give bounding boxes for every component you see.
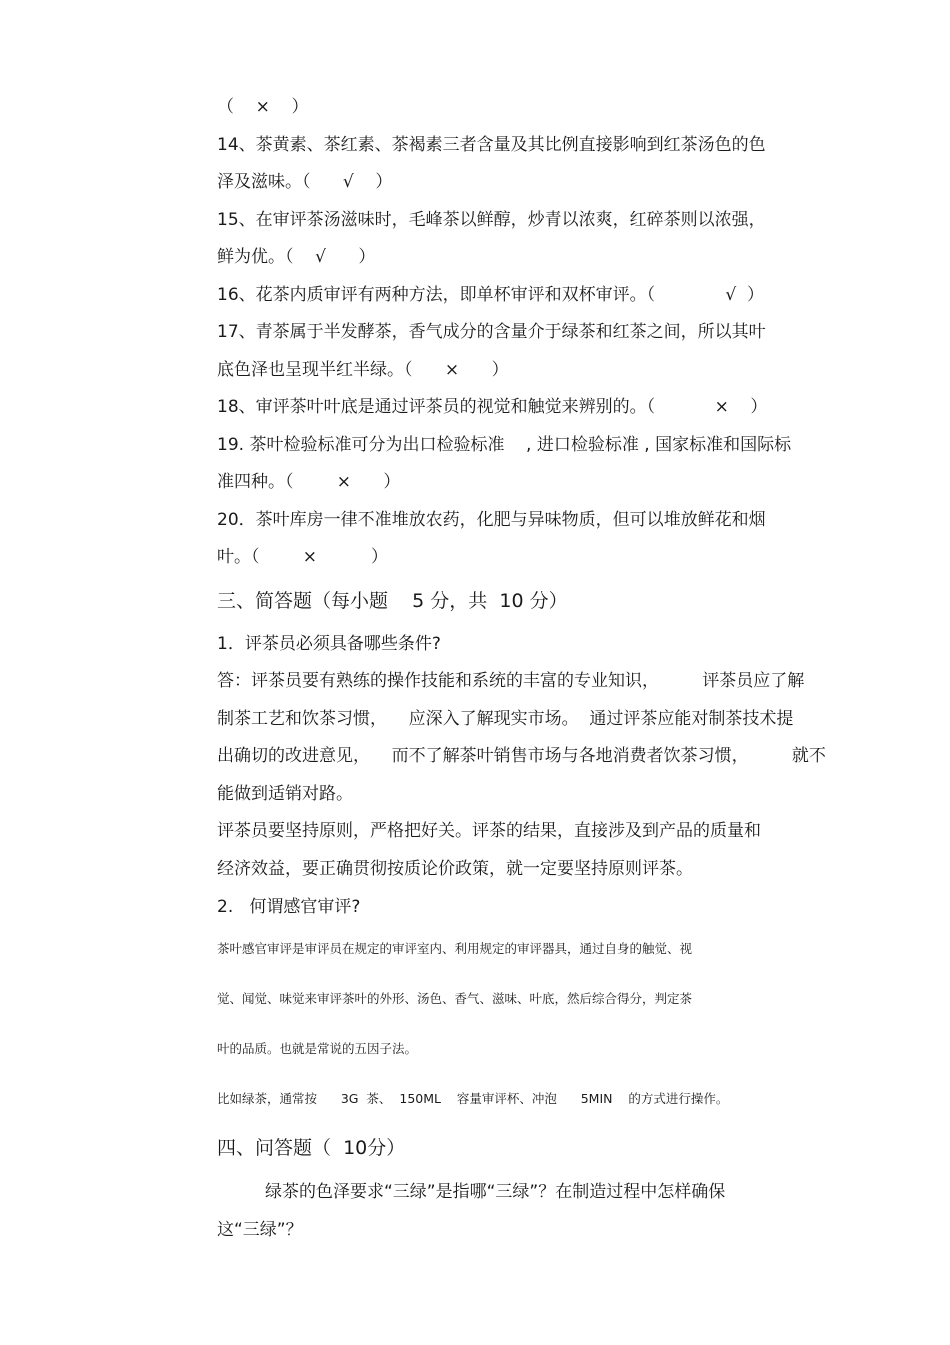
q19-line-2: 准四种。（ × ） [217,472,401,492]
q2-answer-line-3: 叶的品质。也就是常说的五因子法。 [217,1041,418,1056]
q13-answer: （ × ） [217,97,309,117]
q16-line-1: 16、花茶内质审评有两种方法，即单杯审评和双杯审评。（ √ ） [217,285,765,305]
section-heading: 四、问答题（ 10分） [217,1137,406,1159]
q1-answer-line-3: 出确切的改进意见， 而不了解茶叶销售市场与各地消费者饮茶习惯， 就不 [217,746,826,766]
q1-answer-line-6: 经济效益，要正确贯彻按质论价政策，就一定要坚持原则评茶。 [217,859,693,879]
essay-question-line-1: 绿茶的色泽要求“三绿”是指哪“三绿”？在制造过程中怎样确保 [265,1182,726,1202]
q1-answer-line-5: 评茶员要坚持原则，严格把好关。评茶的结果，直接涉及到产品的质量和 [217,821,761,841]
q2-answer-line-2: 觉、闻觉、味觉来审评茶叶的外形、汤色、香气、滋味、叶底，然后综合得分，判定茶 [217,991,693,1006]
q14-line-1: 14、茶黄素、茶红素、茶褐素三者含量及其比例直接影响到红茶汤色的色 [217,135,766,155]
q1-answer-line-1: 答：评茶员要有熟练的操作技能和系统的丰富的专业知识， 评茶员应了解 [217,671,805,691]
q15-line-2: 鲜为优。（ √ ） [217,247,376,267]
q17-line-2: 底色泽也呈现半红半绿。（ × ） [217,360,509,380]
q1-question: 1．评茶员必须具备哪些条件? [217,634,441,654]
q19-line-1: 19. 茶叶检验标准可分为出口检验标准 , 进口检验标准 , 国家标准和国际标 [217,435,792,455]
q14-line-2: 泽及滋味。（ √ ） [217,172,393,192]
essay-question-line-2: 这“三绿”？ [217,1220,303,1240]
q18-line-1: 18、审评茶叶叶底是通过评茶员的视觉和触觉来辨别的。（ × ） [217,397,768,417]
q1-answer-line-2: 制茶工艺和饮茶习惯， 应深入了解现实市场。 通过评茶应能对制茶技术提 [217,709,794,729]
q20-line-1: 20．茶叶库房一律不准堆放农药，化肥与异味物质，但可以堆放鲜花和烟 [217,510,766,530]
q1-answer-line-4: 能做到适销对路。 [217,784,353,804]
q2-question: 2. 何谓感官审评? [217,897,361,917]
q17-line-1: 17、青茶属于半发酵茶，香气成分的含量介于绿茶和红茶之间，所以其叶 [217,322,766,342]
q2-answer-line-1: 茶叶感官审评是审评员在规定的审评室内、利用规定的审评器具，通过自身的触觉、视 [217,941,693,956]
q15-line-1: 15、在审评茶汤滋味时，毛峰茶以鲜醇，炒青以浓爽，红碎茶则以浓强， [217,210,766,230]
q2-answer-line-4: 比如绿茶，通常按 3G 茶、 150ML 容量审评杯、冲泡 5MIN 的方式进行操作。 [217,1091,729,1106]
q20-line-2: 叶。（ × ） [217,547,389,567]
section-heading: 三、简答题（每小题 5 分，共 10 分） [217,590,568,612]
